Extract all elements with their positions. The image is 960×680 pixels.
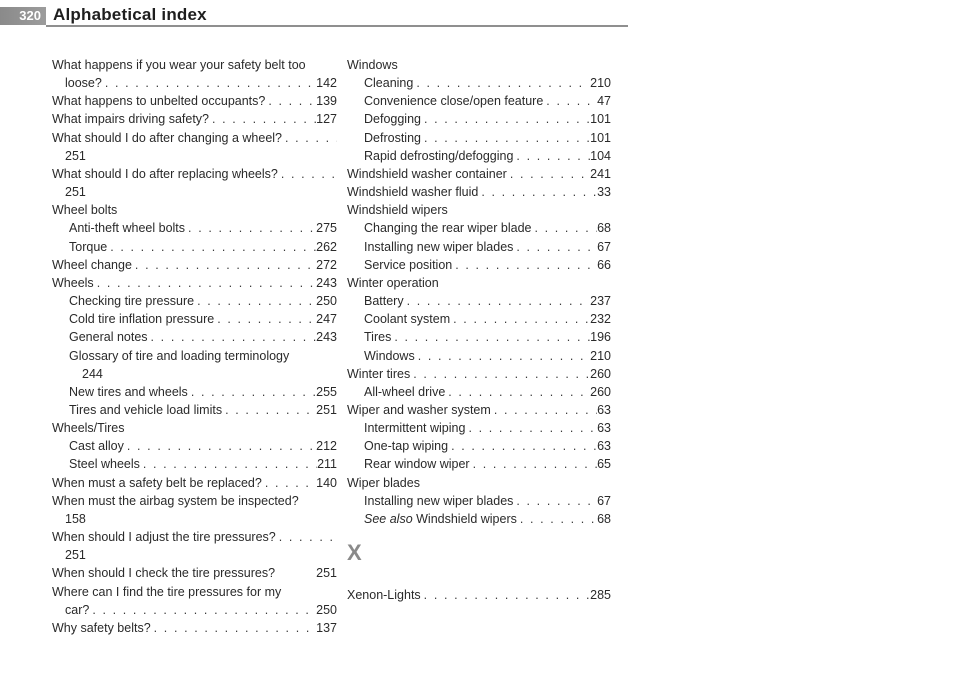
entry-label: Convenience close/open feature <box>364 94 544 109</box>
entry-page-number[interactable]: 66 <box>597 257 611 272</box>
index-entry[interactable] <box>347 510 611 528</box>
index-entry[interactable] <box>52 383 337 401</box>
entry-label: New tires and wheels <box>69 384 188 399</box>
entry-label: Winter tires <box>347 366 411 381</box>
entry-page-number[interactable]: 241 <box>590 166 611 181</box>
page-title: Alphabetical index <box>53 5 207 24</box>
entry-page-number[interactable]: 285 <box>590 588 611 603</box>
index-entry[interactable] <box>52 219 337 237</box>
entry-page-number[interactable]: 158 <box>65 511 86 526</box>
index-entry[interactable] <box>347 437 611 455</box>
index-heading: Wheels/Tires <box>52 421 125 436</box>
leader-dots <box>543 92 597 110</box>
entry-page-number[interactable]: 243 <box>316 275 337 290</box>
leader-dots <box>404 292 591 310</box>
entry-label: Torque <box>69 239 108 254</box>
leader-dots <box>415 347 590 365</box>
leader-dots <box>278 165 337 183</box>
see-also-label: See also <box>364 511 413 526</box>
leader-dots <box>513 492 597 510</box>
entry-page-number[interactable]: 211 <box>317 457 337 472</box>
entry-page-number[interactable]: 142 <box>316 76 337 91</box>
entry-label: What happens to unbelted occupants? <box>52 94 266 109</box>
entry-page-number[interactable]: 232 <box>590 312 611 327</box>
entry-page-number[interactable]: 210 <box>590 348 611 363</box>
index-letter-heading: X <box>347 540 362 566</box>
index-heading: Wheel bolts <box>52 203 118 218</box>
leader-dots <box>151 619 316 637</box>
entry-page-number[interactable]: 101 <box>590 112 611 127</box>
index-entry[interactable] <box>347 347 611 365</box>
index-entry[interactable] <box>52 528 337 546</box>
index-entry[interactable] <box>347 147 611 165</box>
index-entry[interactable] <box>347 183 611 201</box>
leader-dots <box>94 274 316 292</box>
leader-dots <box>276 528 337 546</box>
leader-dots <box>452 256 597 274</box>
index-entry[interactable] <box>347 383 611 401</box>
leader-dots <box>513 147 590 165</box>
entry-page-number[interactable]: 275 <box>316 221 337 236</box>
see-also-target[interactable]: Windshield wipers <box>412 511 517 526</box>
index-column-right <box>347 56 611 604</box>
entry-label: Why safety belts? <box>52 620 151 635</box>
entry-page-number[interactable]: 262 <box>316 239 337 254</box>
leader-dots <box>531 219 597 237</box>
entry-label: Anti-theft wheel bolts <box>69 221 186 236</box>
leader-dots <box>148 328 317 346</box>
index-entry[interactable] <box>52 310 337 328</box>
entry-page-number[interactable]: 247 <box>316 312 337 327</box>
entry-page-number[interactable]: 251 <box>65 148 86 163</box>
index-entry[interactable] <box>347 92 611 110</box>
entry-label: Windshield washer container <box>347 166 507 181</box>
entry-label <box>364 510 517 528</box>
entry-label: Cold tire inflation pressure <box>69 312 215 327</box>
entry-page-number[interactable]: 63 <box>597 439 611 454</box>
leader-dots <box>491 401 597 419</box>
index-entry[interactable] <box>52 619 337 637</box>
entry-label: Battery <box>364 294 404 309</box>
entry-label: Service position <box>364 257 453 272</box>
index-heading: Windows <box>347 58 398 72</box>
leader-dots <box>413 74 590 92</box>
entry-page-number[interactable]: 63 <box>597 402 611 417</box>
entry-page-number[interactable]: 260 <box>590 384 611 399</box>
leader-dots <box>89 601 316 619</box>
entry-label: Installing new wiper blades <box>364 239 514 254</box>
leader-dots <box>465 419 597 437</box>
entry-page-number[interactable]: 272 <box>316 257 337 272</box>
entry-page-number[interactable]: 101 <box>590 130 611 145</box>
index-entry[interactable] <box>52 292 337 310</box>
leader-dots <box>107 238 316 256</box>
index-column-left <box>52 56 337 637</box>
leader-dots <box>478 183 597 201</box>
leader-dots <box>421 586 590 604</box>
index-entry[interactable] <box>52 401 337 419</box>
entry-label: Intermittent wiping <box>364 421 466 436</box>
leader-dots <box>421 110 590 128</box>
entry-page-number[interactable]: 251 <box>316 402 337 417</box>
index-entry[interactable] <box>347 328 611 346</box>
entry-label: Coolant system <box>364 312 451 327</box>
leader-dots <box>222 401 316 419</box>
index-entry[interactable] <box>52 256 337 274</box>
entry-page-number[interactable]: 67 <box>597 493 611 508</box>
entry-page-number[interactable]: 137 <box>316 620 337 635</box>
entry-page-number[interactable]: 68 <box>597 511 611 526</box>
index-entry[interactable] <box>52 74 337 92</box>
entry-label: Tires and vehicle load limits <box>69 402 223 417</box>
entry-page-number[interactable]: 255 <box>316 384 337 399</box>
index-entry[interactable] <box>52 238 337 256</box>
leader-dots <box>421 129 590 147</box>
entry-label: Cast alloy <box>69 439 124 454</box>
entry-label: What should I do after replacing wheels? <box>52 166 278 181</box>
entry-label: When should I check the tire pressures? <box>52 566 276 581</box>
leader-dots <box>194 292 316 310</box>
index-entry[interactable] <box>347 455 611 473</box>
index-entry[interactable] <box>347 419 611 437</box>
entry-page-number[interactable]: 251 <box>65 185 86 200</box>
entry-page-number[interactable]: 63 <box>597 421 611 436</box>
page-number-tab: 320 <box>0 7 46 25</box>
index-entry[interactable] <box>347 74 611 92</box>
index-entry[interactable] <box>347 492 611 510</box>
index-entry[interactable] <box>347 219 611 237</box>
index-entry[interactable] <box>52 328 337 346</box>
entry-label: All-wheel drive <box>364 384 446 399</box>
entry-label: Cleaning <box>364 76 414 91</box>
index-heading: Wiper blades <box>347 475 420 490</box>
index-entry[interactable] <box>52 110 337 128</box>
index-entry[interactable] <box>52 92 337 110</box>
leader-dots <box>185 219 316 237</box>
leader-dots <box>282 129 337 147</box>
index-entry[interactable] <box>52 564 337 582</box>
entry-label: Installing new wiper blades <box>364 493 514 508</box>
entry-label: Windows <box>364 348 415 363</box>
entry-page-number[interactable]: 196 <box>590 330 611 345</box>
entry-page-number[interactable]: 212 <box>316 439 337 454</box>
entry-page-number[interactable]: 250 <box>316 294 337 309</box>
entry-label: Xenon-Lights <box>347 588 421 603</box>
entry-page-number[interactable]: 237 <box>590 294 611 309</box>
entry-page-number[interactable]: 139 <box>316 94 337 109</box>
index-entry[interactable] <box>52 437 337 455</box>
entry-label: car? <box>65 602 90 617</box>
entry-page-number[interactable]: 251 <box>316 566 337 581</box>
entry-page-number[interactable]: 243 <box>316 330 337 345</box>
index-entry[interactable] <box>347 586 611 604</box>
index-entry[interactable] <box>52 474 337 492</box>
entry-page-number[interactable]: 140 <box>316 475 337 490</box>
leader-dots <box>470 455 597 473</box>
entry-page-number[interactable]: 65 <box>597 457 611 472</box>
index-entry[interactable] <box>347 256 611 274</box>
leader-dots <box>507 165 590 183</box>
leader-dots <box>124 437 316 455</box>
leader-dots <box>102 74 316 92</box>
index-entry[interactable] <box>52 455 337 473</box>
index-entry[interactable] <box>347 401 611 419</box>
leader-dots <box>448 437 597 455</box>
index-entry[interactable] <box>52 165 337 183</box>
index-entry[interactable] <box>347 365 611 383</box>
entry-label: Wheels <box>52 275 94 290</box>
leader-dots <box>513 238 597 256</box>
entry-label: Changing the rear wiper blade <box>364 221 532 236</box>
entry-page-number[interactable]: 260 <box>590 366 611 381</box>
entry-label: Rapid defrosting/defogging <box>364 148 514 163</box>
index-entry[interactable] <box>347 165 611 183</box>
entry-label: Rear window wiper <box>364 457 470 472</box>
entry-label: What impairs driving safety? <box>52 112 210 127</box>
index-entry[interactable] <box>52 274 337 292</box>
entry-page-number[interactable]: 104 <box>590 148 611 163</box>
entry-label: Steel wheels <box>69 457 140 472</box>
index-entry[interactable] <box>347 292 611 310</box>
entry-page-number[interactable]: 68 <box>597 221 611 236</box>
entry-page-number[interactable]: 251 <box>65 548 86 563</box>
entry-label: Defrosting <box>364 130 421 145</box>
entry-label: When should I adjust the tire pressures? <box>52 530 276 545</box>
entry-page-number[interactable]: 250 <box>316 602 337 617</box>
leader-dots <box>450 310 590 328</box>
entry-label: Wiper and washer system <box>347 402 491 417</box>
index-entry[interactable] <box>52 601 337 619</box>
leader-dots <box>391 328 590 346</box>
leader-dots <box>410 365 590 383</box>
entry-label: When must the airbag system be inspected? <box>52 493 299 508</box>
entry-label: Tires <box>364 330 392 345</box>
leader-dots <box>265 92 316 110</box>
header-divider <box>46 25 628 27</box>
entry-label: Defogging <box>364 112 421 127</box>
entry-page-number[interactable]: 33 <box>597 185 611 200</box>
entry-page-number[interactable]: 47 <box>597 94 611 109</box>
entry-label: Windshield washer fluid <box>347 185 479 200</box>
entry-label: Checking tire pressure <box>69 294 195 309</box>
entry-page-number[interactable]: 127 <box>316 112 337 127</box>
entry-label: General notes <box>69 330 148 345</box>
entry-page-number[interactable]: 210 <box>590 76 611 91</box>
entry-label: One-tap wiping <box>364 439 449 454</box>
entry-label: Where can I find the tire pressures for my <box>52 584 282 599</box>
leader-dots <box>140 455 317 473</box>
entry-label: What happens if you wear your safety belt too <box>52 58 306 72</box>
leader-dots <box>445 383 590 401</box>
leader-dots <box>262 474 316 492</box>
entry-label: When must a safety belt be replaced? <box>52 475 262 490</box>
leader-dots <box>188 383 316 401</box>
leader-dots <box>517 510 597 528</box>
leader-dots <box>214 310 316 328</box>
leader-dots <box>209 110 316 128</box>
index-entry[interactable] <box>347 238 611 256</box>
entry-label: Glossary of tire and loading terminology <box>69 348 290 363</box>
index-heading: Windshield wipers <box>347 203 448 218</box>
entry-label: loose? <box>65 76 102 91</box>
index-entry[interactable] <box>347 110 611 128</box>
entry-page-number[interactable]: 67 <box>597 239 611 254</box>
index-heading: Winter operation <box>347 275 439 290</box>
index-entry[interactable] <box>347 129 611 147</box>
index-entry[interactable] <box>52 129 337 147</box>
entry-label: Wheel change <box>52 257 132 272</box>
leader-dots <box>132 256 316 274</box>
index-entry[interactable] <box>347 310 611 328</box>
entry-label: What should I do after changing a wheel? <box>52 130 283 145</box>
entry-page-number[interactable]: 244 <box>82 366 103 381</box>
